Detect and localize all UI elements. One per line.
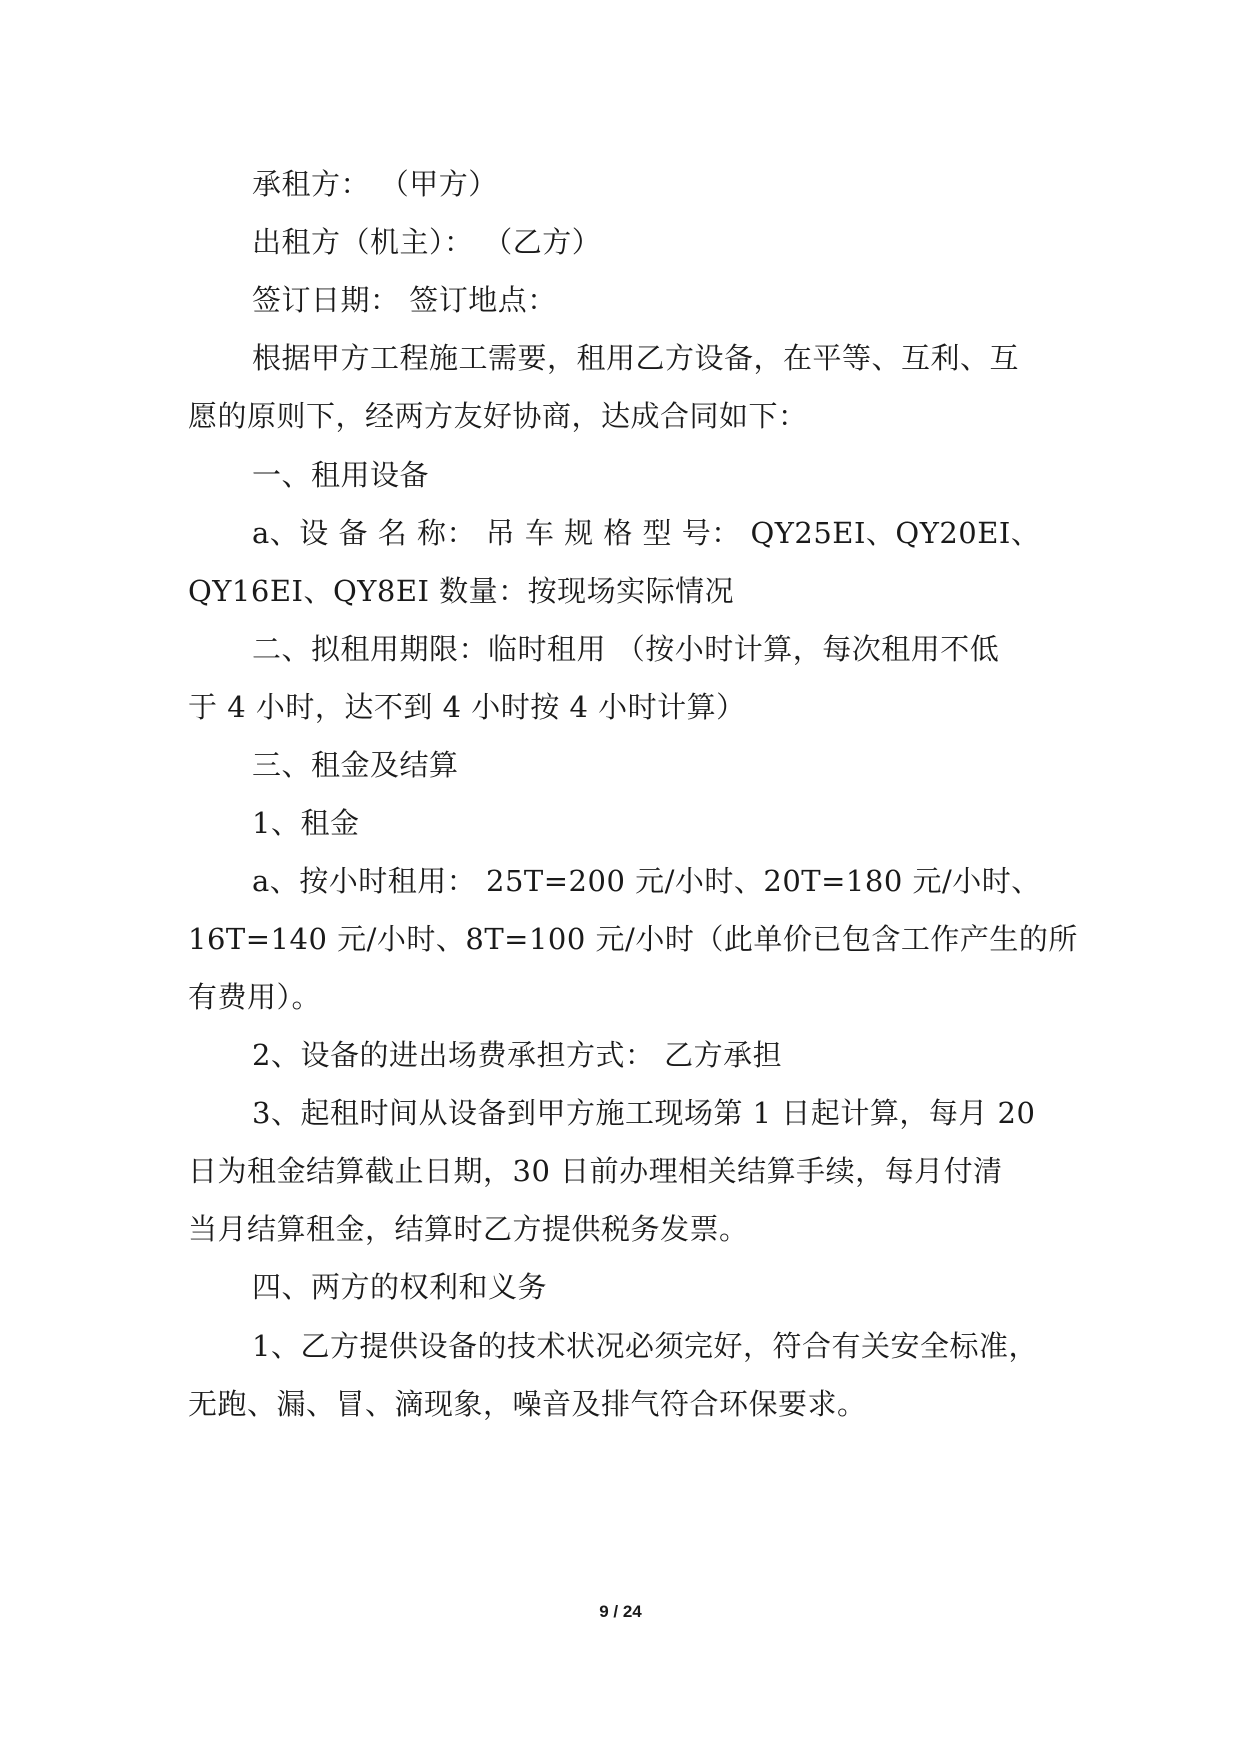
paragraph-line: 根据甲方工程施工需要，租用乙方设备，在平等、互利、互 [252, 341, 1020, 375]
lessee-line: 承租方： （甲方） [252, 167, 498, 201]
paragraph-line: 于 4 小时，达不到 4 小时按 4 小时计算） [188, 690, 746, 724]
section-heading: 三、租金及结算 [252, 748, 459, 782]
page-number: 9 / 24 [599, 1602, 642, 1621]
paragraph-line: 有费用）。 [188, 980, 322, 1014]
paragraph-line: 2、设备的进出场费承担方式： 乙方承担 [252, 1038, 783, 1072]
paragraph-line: 愿的原则下，经两方友好协商，达成合同如下： [188, 399, 808, 433]
paragraph-line: a、设 备 名 称： 吊 车 规 格 型 号： QY25EI、QY20EI、 [252, 516, 1041, 550]
subsection-heading: 1、租金 [252, 806, 360, 840]
paragraph-line: 当月结算租金，结算时乙方提供税务发票。 [188, 1212, 749, 1246]
section-heading: 一、租用设备 [252, 458, 430, 492]
paragraph-line: a、按小时租用： 25T=200 元/小时、20T=180 元/小时、 [252, 864, 1041, 898]
paragraph-line: QY16EI、QY8EI 数量：按现场实际情况 [188, 574, 735, 608]
paragraph-line: 3、起租时间从设备到甲方施工现场第 1 日起计算，每月 20 [252, 1096, 1036, 1130]
paragraph-line: 16T=140 元/小时、8T=100 元/小时（此单价已包含工作产生的所 [188, 922, 1078, 956]
paragraph-line: 日为租金结算截止日期，30 日前办理相关结算手续，每月付清 [188, 1154, 1003, 1188]
sign-date-place-line: 签订日期： 签订地点： [252, 283, 557, 317]
section-heading: 二、拟租用期限：临时租用 （按小时计算，每次租用不低 [252, 632, 1000, 666]
lessor-line: 出租方（机主）： （乙方） [252, 225, 602, 259]
paragraph-line: 无跑、漏、冒、滴现象，噪音及排气符合环保要求。 [188, 1387, 867, 1421]
paragraph-line: 1、乙方提供设备的技术状况必须完好，符合有关安全标准， [252, 1329, 1038, 1363]
section-heading: 四、两方的权利和义务 [252, 1270, 548, 1304]
